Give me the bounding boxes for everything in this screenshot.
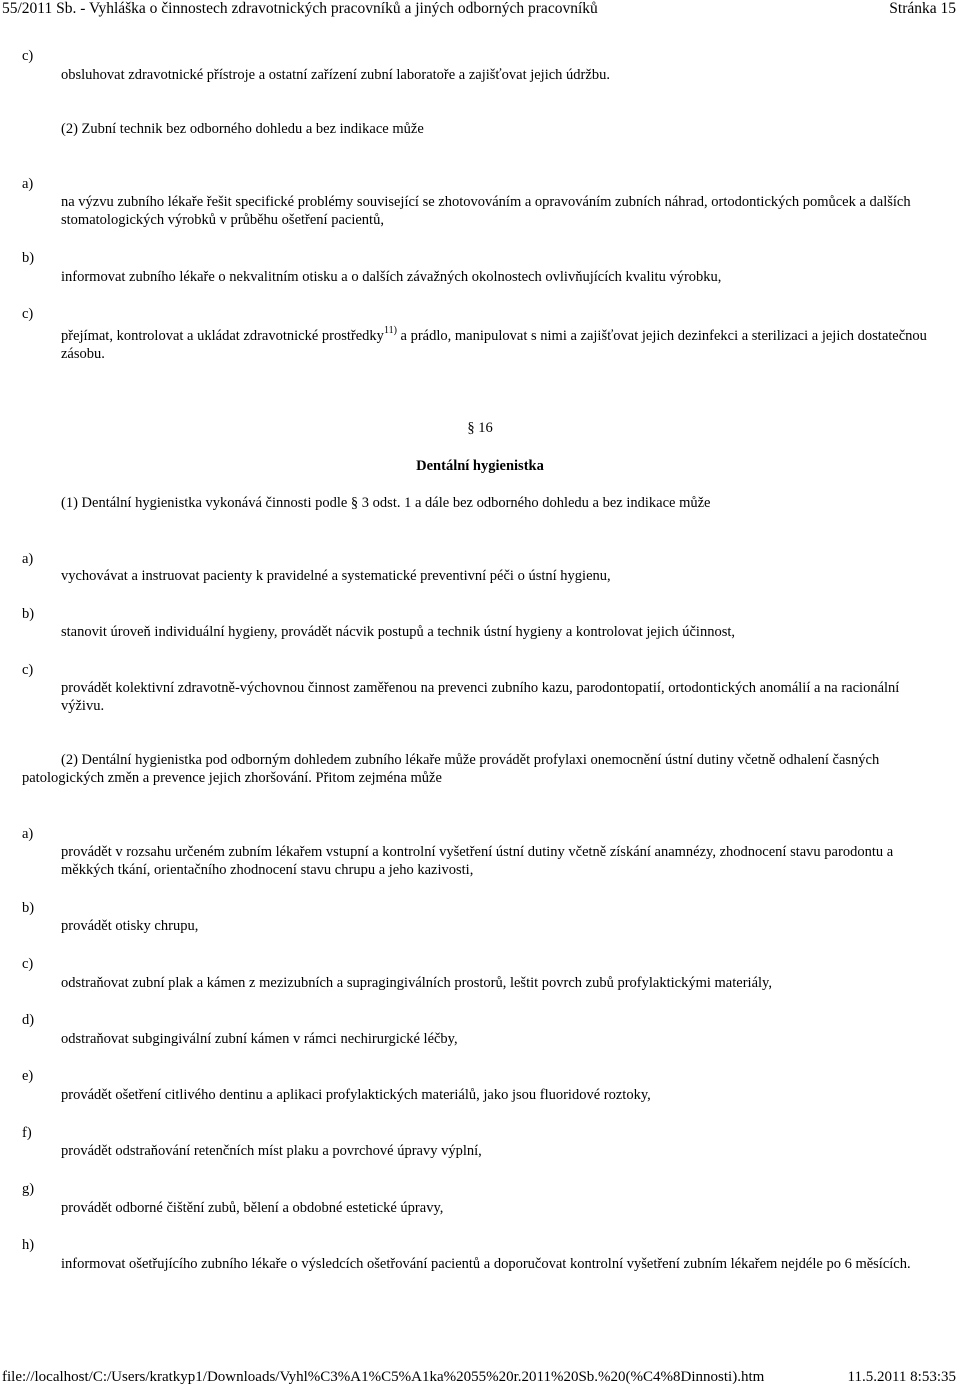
page-number: Stránka 15 bbox=[889, 0, 956, 17]
list-item-text: vychovávat a instruovat pacienty k pravidelné a systematické preventivní péči o ústní hygienu, bbox=[61, 568, 611, 584]
section-title: Dentální hygienistka bbox=[416, 458, 544, 474]
footer-file-path: file://localhost/C:/Users/kratkyp1/Downloads/Vyhl%C3%A1%C5%A1ka%2055%20r.2011%20Sb.%20(%C4%8Dinnosti).htm bbox=[2, 1369, 765, 1385]
list-item-text: odstraňovat subgingivální zubní kámen v rámci nechirurgické léčby, bbox=[61, 1031, 458, 1047]
list-marker: c) bbox=[22, 48, 34, 64]
list-item-text: na výzvu zubního lékaře řešit specifické problémy související se zhotovováním a opravováním zubních náhrad, ortodontických pomůcek a dalších stomatologických výrobků v průběhu ošetření pacientů, bbox=[61, 194, 911, 228]
list-marker: a) bbox=[22, 826, 34, 842]
list-marker: c) bbox=[22, 956, 34, 972]
list-marker: b) bbox=[22, 606, 35, 622]
list-marker: d) bbox=[22, 1012, 35, 1028]
list-marker: e) bbox=[22, 1068, 34, 1084]
list-item-text: provádět odstraňování retenčních míst plaku a povrchové úpravy výplní, bbox=[61, 1143, 482, 1159]
list-item-text: provádět kolektivní zdravotně-výchovnou činnost zaměřenou na prevenci zubního kazu, parodontopatií, ortodontických anomálií a na racionální výživu. bbox=[61, 680, 900, 714]
list-marker: c) bbox=[22, 306, 34, 322]
list-item-text: informovat ošetřujícího zubního lékaře o výsledcích ošetřování pacientů a doporučovat kontrolní vyšetření zubním lékařem nejdéle po 6 měsících. bbox=[61, 1256, 911, 1272]
page-header-title: 55/2011 Sb. - Vyhláška o činnostech zdravotnických pracovníků a jiných odborných pracovníků bbox=[2, 0, 598, 17]
paragraph-intro: (2) Zubní technik bez odborného dohledu a bez indikace může bbox=[61, 121, 424, 137]
list-item-text-part: přejímat, kontrolovat a ukládat zdravotnické prostředky bbox=[61, 328, 384, 344]
list-marker: h) bbox=[22, 1237, 35, 1253]
list-marker: b) bbox=[22, 900, 35, 916]
footer-datetime: 11.5.2011 8:53:35 bbox=[847, 1369, 956, 1385]
list-item-text bbox=[61, 327, 939, 363]
section-number: § 16 bbox=[467, 420, 493, 436]
list-item-text: stanovit úroveň individuální hygieny, provádět nácvik postupů a technik ústní hygieny a kontrolovat jejich účinnost, bbox=[61, 624, 735, 640]
list-marker: b) bbox=[22, 250, 35, 266]
paragraph: (2) Dentální hygienistka pod odborným dohledem zubního lékaře může provádět profylaxi onemocnění ústní dutiny včetně odhalení časných patologických změn a prevence jejich zhoršování. Přitom zejména může bbox=[22, 752, 880, 786]
list-marker: f) bbox=[22, 1125, 32, 1141]
list-item-text: informovat zubního lékaře o nekvalitním otisku a o dalších závažných okolnostech ovlivňujících kvalitu výrobku, bbox=[61, 269, 722, 285]
list-item-text: provádět odborné čištění zubů, bělení a obdobné estetické úpravy, bbox=[61, 1200, 444, 1216]
list-marker: a) bbox=[22, 551, 34, 567]
list-item-text-part: a prádlo, manipulovat s nimi a zajišťovat jejich dezinfekci a sterilizaci a jejich dostatečnou zásobu. bbox=[61, 328, 927, 362]
list-item-text: odstraňovat zubní plak a kámen z mezizubních a supragingiválních prostorů, leštit povrch zubů profylaktickými materiály, bbox=[61, 975, 772, 991]
paragraph-intro: (1) Dentální hygienistka vykonává činnosti podle § 3 odst. 1 a dále bez odborného dohledu a bez indikace může bbox=[61, 495, 711, 511]
list-marker: a) bbox=[22, 176, 34, 192]
list-marker: c) bbox=[22, 662, 34, 678]
list-item-text: provádět otisky chrupu, bbox=[61, 918, 199, 934]
list-marker: g) bbox=[22, 1181, 35, 1197]
list-item-text: provádět v rozsahu určeném zubním lékařem vstupní a kontrolní vyšetření ústní dutiny včetně získání anamnézy, zhodnocení stavu parodontu a měkkých tkání, orientačního zhodnocení stavu chrupu a jeho kazivosti, bbox=[61, 844, 894, 878]
footnote-reference: 11) bbox=[383, 325, 397, 336]
list-item-text: obsluhovat zdravotnické přístroje a ostatní zařízení zubní laboratoře a zajišťovat jejich údržbu. bbox=[61, 67, 610, 83]
list-item-text: provádět ošetření citlivého dentinu a aplikaci profylaktických materiálů, jako jsou fluoridové roztoky, bbox=[61, 1087, 651, 1103]
